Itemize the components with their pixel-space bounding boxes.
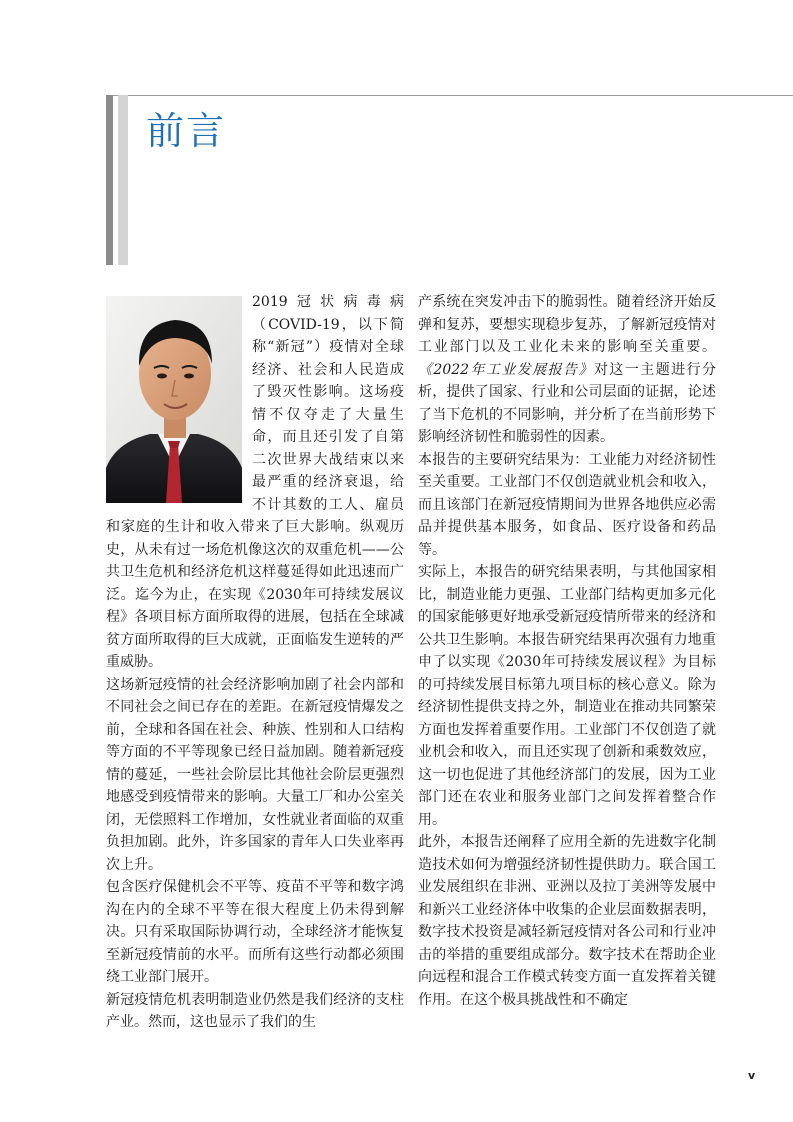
paragraph: 包含医疗保健机会不平等、疫苗不平等和数字鸿沟在内的全球不平等在很大程度上仍未得到解决。只有采取国际协调行动，全球经济才能恢复至新冠疫情前的水平。而所有这些行动都必须围绕工业部门展开。 xyxy=(106,879,404,985)
left-column xyxy=(106,291,404,1034)
paragraph: 新冠疫情危机表明制造业仍然是我们经济的支柱产业。然而，这也显示了我们的生 xyxy=(106,991,404,1030)
paragraph: 本报告的主要研究结果为：工业能力对经济韧性至关重要。工业部门不仅创造就业机会和收入，而且该部门在新冠疫情期间为世界各地供应必需品并提供基本服务，如食品、医疗设备和药品等。 xyxy=(418,451,716,558)
paragraph: 这场新冠疫情的社会经济影响加剧了社会内部和不同社会之间已存在的差距。在新冠疫情爆发之前，全球和各国在社会、种族、性别和人口结构等方面的不平等现象已经日益加剧。随着新冠疫情的蔓延，一些社会阶层比其他社会阶层更强烈地感受到疫情带来的影响。大量工厂和办公室关闭，无偿照料工作增加，女性就业者面临的双重负担加剧。此外，许多国家的青年人口失业率再次上升。 xyxy=(106,676,404,873)
paragraph xyxy=(418,291,716,449)
report-title-reference: 《2022年工业发展报告》 xyxy=(418,361,594,378)
paragraph-text: 对这一主题进行分析，提供了国家、行业和公司层面的证据，论述了当下危机的不同影响，并分析了在当前形势下影响经济韧性和脆弱性的因素。 xyxy=(418,361,716,445)
accent-bar-light xyxy=(118,95,128,265)
accent-bar-dark xyxy=(106,95,113,265)
paragraph: 实际上，本报告的研究结果表明，与其他国家相比，制造业能力更强、工业部门结构更加多元化的国家能够更好地承受新冠疫情所带来的经济和公共卫生影响。本报告研究结果再次强有力地重申了以实现《2030年可持续发展议程》为目标的可持续发展目标第九项目标的核心意义。除为经济韧性提供支持之外，制造业在推动共同繁荣方面也发挥着重要作用。工业部门不仅创造了就业机会和收入，而且还实现了创新和乘数效应，这一切也促进了其他经济部门的发展，因为工业部门还在农业和服务业部门之间发挥着整合作用。 xyxy=(418,564,716,828)
paragraph: 2019冠状病毒病（COVID-19，以下简称“新冠”）疫情对全球经济、社会和人民造成了毁灭性影响。这场疫情不仅夺走了大量生命，而且还引发了自第二次世界大战结束以来最严重的经济衰退，给不计其数的工人、雇员和家庭的生计和收入带来了巨大影响。纵观历史，从未有过一场危机像这次的双重危机——公共卫生危机和经济危机这样蔓延得如此迅速而广泛。迄今为止，在实现《2030年可持续发展议程》各项目标方面所取得的进展，包括在全球减贫方面所取得的巨大成就，正面临发生逆转的严重威胁。 xyxy=(106,294,404,670)
paragraph: 此外，本报告还阐释了应用全新的先进数字化制造技术如何为增强经济韧性提供助力。联合国工业发展组织在非洲、亚洲以及拉丁美洲等发展中和新兴工业经济体中收集的企业层面数据表明，数字技术投资是减轻新冠疫情对各公司和行业冲击的举措的重要组成部分。数字技术在帮助企业向远程和混合工作模式转变方面一直发挥着关键作用。在这个极具挑战性和不确定 xyxy=(418,834,716,1008)
page-title: 前言 xyxy=(146,109,227,153)
portrait-photo xyxy=(106,296,242,503)
paragraph-text: 产系统在突发冲击下的脆弱性。随着经济开始反弹和复苏，要想实现稳步复苏，了解新冠疫情对工业部门以及工业化未来的影响至关重要。 xyxy=(418,294,716,355)
right-column xyxy=(418,291,716,1011)
page-number: v xyxy=(748,1069,756,1082)
header-rule xyxy=(106,95,793,96)
